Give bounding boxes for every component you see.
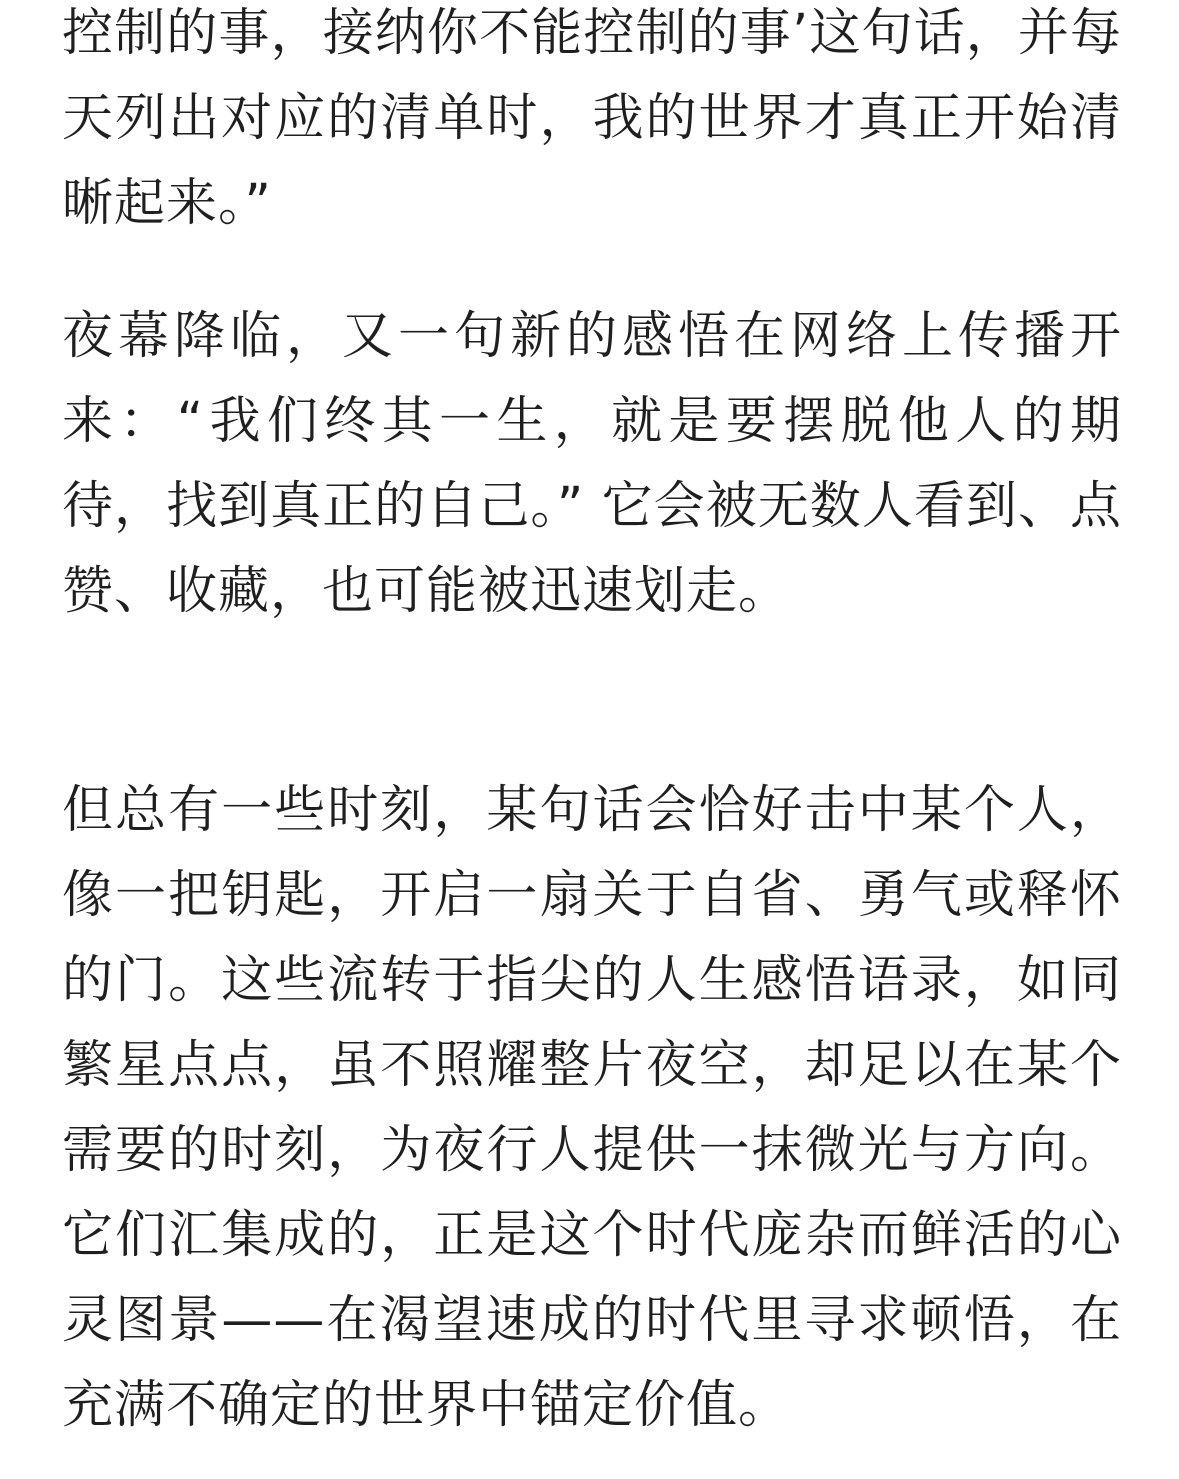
paragraph: 但总有一些时刻，某句话会恰好击中某个人，像一把钥匙，开启一扇关于自省、勇气或释怀的门。这些流转于指尖的人生感悟语录，如同繁星点点，虽不照耀整片夜空，却足以在某个需要的时刻，为夜行人提供一抹微光与方向。它们汇集成的，正是这个时代庞杂而鲜活的心灵图景——在渴望速成的时代里寻求顿悟，在充满不确定的世界中锚定价值。 <box>62 781 1122 1435</box>
article-body <box>62 0 1122 1448</box>
paragraph: 夜幕降临，又一句新的感悟在网络上传播开来：“我们终其一生，就是要摆脱他人的期待，找到真正的自己。” 它会被无数人看到、点赞、收藏，也可能被迅速划走。 <box>62 307 1122 621</box>
paragraph: 控制的事，接纳你不能控制的事’这句话，并每天列出对应的清单时，我的世界才真正开始清晰起来。” <box>62 4 1122 233</box>
